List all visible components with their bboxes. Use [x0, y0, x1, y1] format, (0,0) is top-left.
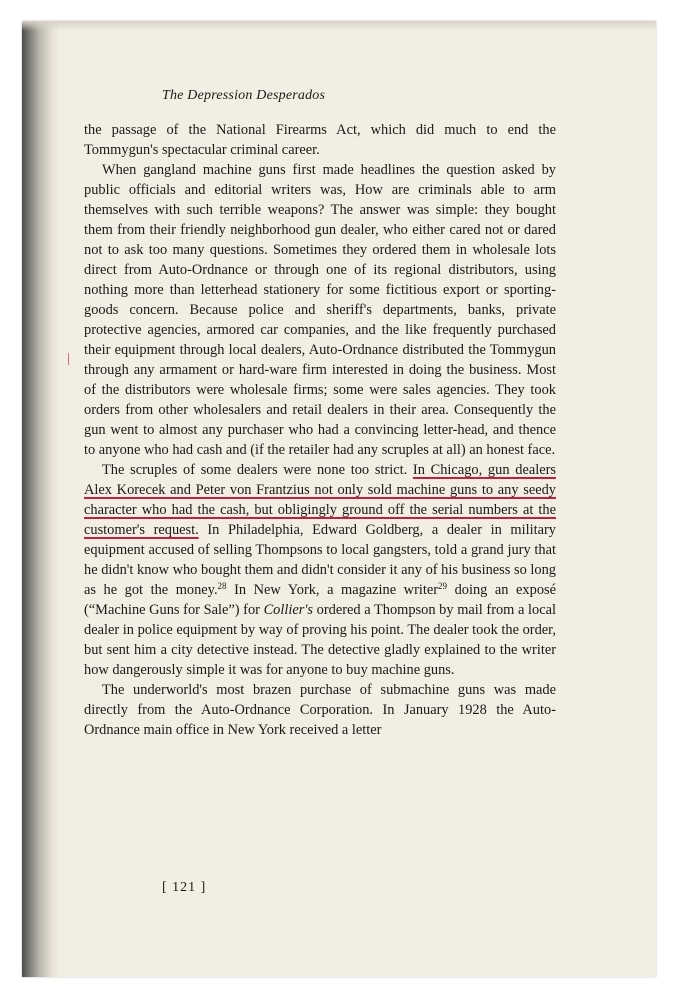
p3-mid3: doing an exposé (“Machine Guns for Sale”) for: [84, 582, 556, 618]
p3-mid2: In New York, a magazine writer: [226, 582, 439, 598]
p3-mid: In Philadelphia, Edward Goldberg, a dealer in military equipment accused of selling Thompsons to local gangsters, told a grand jury that he didn't know who bought them and didn't consider it any of his business so long as he got the money.: [84, 522, 556, 598]
page-spine-shadow: [22, 21, 60, 977]
body-text: [84, 120, 556, 740]
page-number: [ 121 ]: [162, 880, 207, 895]
p3-end: ordered a Thompson by mail from a local dealer in police equipment by way of proving his point. The dealer took the order, but sent him a city detective instead. The detective gladly explained to the writer how dangerously simple it was for anyone to buy machine guns.: [84, 602, 556, 678]
paragraph-1: the passage of the National Firearms Act, which did much to end the Tommygun's spectacular criminal career.: [84, 122, 556, 158]
paragraph-4: The underworld's most brazen purchase of submachine guns was made directly from the Auto-Ordnance Corporation. In January 1928 the Auto-Ordnance main office in New York received a letter: [84, 682, 556, 738]
book-page: [22, 21, 656, 977]
paragraph-3: [84, 460, 556, 680]
running-header: The Depression Desperados: [162, 88, 326, 103]
underlined-passage: In Chicago, gun dealers Alex Korecek and Peter von Frantzius not only sold machine guns to any seedy character who had the cash, but obligingly ground off the serial numbers at the customer's request.: [84, 462, 556, 538]
p3-start: The scruples of some dealers were none too strict.: [102, 462, 413, 478]
page-top-edge: [22, 21, 656, 31]
paragraph-2: When gangland machine guns first made headlines the question asked by public officials and editorial writers was, How are criminals able to arm themselves with such terrible weapons? The answer was simple: they bought them from their friendly neighborhood gun dealer, who either cared not or dared not to ask too many questions. Sometimes they ordered them in wholesale lots direct from Auto-Ordnance or through one of its regional distributors, using nothing more than letterhead stationery for some fictitious export or sporting-goods concern. Because police and sheriff's departments, banks, private protective agencies, armored car companies, and the like frequently purchased their equipment through local dealers, Auto-Ordnance distributed the Tommygun through any armament or hard-ware firm interested in doing the business. Most of the distributors were wholesale firms; some were sales agencies. They took orders from other wholesalers and retail dealers in their area. Consequently the gun went to almost any purchaser who had a convincing letter-head, and thence to anyone who had cash and (if the retailer had any scruples at all) an honest face.: [84, 162, 556, 458]
publication-title: Collier's: [263, 602, 314, 618]
margin-pen-mark: [68, 353, 69, 365]
footnote-28: 28: [217, 581, 227, 591]
footnote-29: 29: [438, 581, 448, 591]
